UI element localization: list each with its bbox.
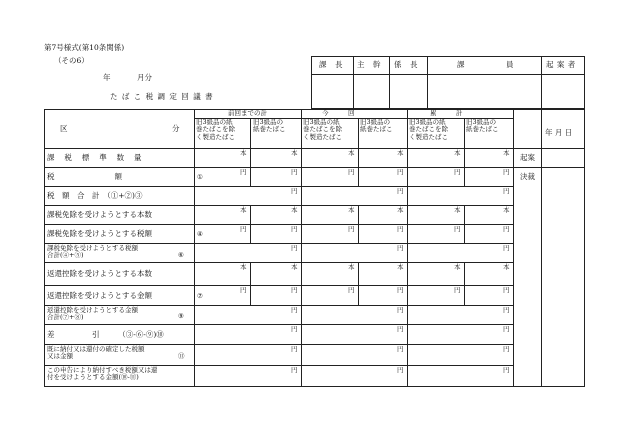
unit-en: 円 xyxy=(503,286,510,294)
unit-en: 円 xyxy=(503,306,510,314)
unit-hon: 本 xyxy=(348,206,355,214)
row-num-9: ⑨ xyxy=(178,312,184,320)
unit-hon: 本 xyxy=(397,149,404,157)
unit-en: 円 xyxy=(291,306,298,314)
approval-in: 員 xyxy=(506,60,514,69)
row-label-7: 返還控除を受けようとする本数 xyxy=(47,269,152,278)
form-title: た ば こ 税 調 定 回 議 書 xyxy=(110,92,214,101)
sub-header-3b: 旧3級品の 紙巻たばこ xyxy=(466,118,499,134)
unit-en: 円 xyxy=(503,325,510,333)
kessai-label: 決裁 xyxy=(520,172,535,181)
row-label-2: 税 額 xyxy=(47,172,122,181)
row-label-10: 差 引 （③-⑥-⑨)⑩ xyxy=(47,330,164,339)
sub-header-3a: 旧3級品の紙 巻たばこを除 く製造たばこ xyxy=(409,118,448,141)
approval-ka: 課 xyxy=(457,60,465,69)
form-sub-id: （その6） xyxy=(54,56,89,65)
unit-en: 円 xyxy=(397,244,404,252)
group-prev: 前回までの計 xyxy=(228,109,267,117)
sub-header-2b: 旧3級品の 紙巻たばこ xyxy=(360,118,393,134)
unit-en: 円 xyxy=(503,225,510,233)
unit-hon: 本 xyxy=(291,263,298,271)
row-label-12: この申告により納付すべき税額又は還 付を受けようとする金額(⑩-⑪) xyxy=(47,366,158,382)
unit-hon: 本 xyxy=(348,263,355,271)
unit-hon: 本 xyxy=(454,263,461,271)
form-id: 第7号様式(第10条関係) xyxy=(44,43,125,52)
unit-en: 円 xyxy=(454,168,461,176)
unit-hon: 本 xyxy=(240,149,247,157)
unit-hon: 本 xyxy=(348,149,355,157)
row-label-8: 返還控除を受けようとする金額 xyxy=(47,291,152,300)
row-num-11: ⑪ xyxy=(178,352,185,360)
unit-en: 円 xyxy=(348,286,355,294)
unit-en: 円 xyxy=(397,225,404,233)
row-num-6: ⑥ xyxy=(178,251,184,259)
row-label-4: 課税免除を受けようとする本数 xyxy=(47,210,152,219)
row-num-2: ① xyxy=(197,173,203,181)
row-label-11: 既に納付又は還付の確定した税額 又は金額 xyxy=(47,345,145,361)
unit-hon: 本 xyxy=(291,149,298,157)
col-kubun: 区 xyxy=(60,124,68,133)
unit-en: 円 xyxy=(397,366,404,374)
unit-en: 円 xyxy=(291,244,298,252)
row-label-3: 税 額 合 計 （①+②)③ xyxy=(47,191,143,200)
unit-hon: 本 xyxy=(503,206,510,214)
unit-hon: 本 xyxy=(291,206,298,214)
col-bun: 分 xyxy=(172,124,180,133)
unit-en: 円 xyxy=(397,325,404,333)
unit-en: 円 xyxy=(397,345,404,353)
unit-en: 円 xyxy=(503,366,510,374)
unit-hon: 本 xyxy=(240,206,247,214)
unit-hon: 本 xyxy=(397,206,404,214)
unit-en: 円 xyxy=(503,187,510,195)
approval-shukan: 主 幹 xyxy=(357,60,381,69)
approval-kakaricho: 係 長 xyxy=(394,60,418,69)
row-num-8: ⑦ xyxy=(197,292,203,300)
unit-hon: 本 xyxy=(454,149,461,157)
unit-en: 円 xyxy=(454,225,461,233)
unit-en: 円 xyxy=(397,286,404,294)
row-num-5: ④ xyxy=(197,230,203,238)
unit-en: 円 xyxy=(397,306,404,314)
row-label-9: 返還控除を受けようとする金額 合計(⑦+⑧) xyxy=(47,306,138,322)
period-month: 月分 xyxy=(137,73,152,82)
kian-label: 起案 xyxy=(520,153,535,162)
unit-en: 円 xyxy=(291,286,298,294)
unit-hon: 本 xyxy=(240,263,247,271)
group-cumulative: 累 計 xyxy=(430,109,463,117)
unit-en: 円 xyxy=(503,168,510,176)
sub-header-1b: 旧3級品の 紙巻たばこ xyxy=(253,118,286,134)
unit-en: 円 xyxy=(240,286,247,294)
unit-en: 円 xyxy=(291,345,298,353)
unit-hon: 本 xyxy=(454,206,461,214)
unit-hon: 本 xyxy=(503,149,510,157)
unit-en: 円 xyxy=(291,366,298,374)
approval-kacho: 課 長 xyxy=(319,60,343,69)
unit-en: 円 xyxy=(397,168,404,176)
group-current: 今 回 xyxy=(322,109,355,117)
unit-en: 円 xyxy=(503,345,510,353)
unit-en: 円 xyxy=(240,225,247,233)
unit-en: 円 xyxy=(291,168,298,176)
row-label-1: 課 税 標 準 数 量 xyxy=(47,153,143,162)
sub-header-2a: 旧3級品の紙 巻たばこを除 く製造たばこ xyxy=(303,118,342,141)
unit-en: 円 xyxy=(348,225,355,233)
unit-en: 円 xyxy=(348,168,355,176)
unit-en: 円 xyxy=(397,187,404,195)
unit-en: 円 xyxy=(454,286,461,294)
unit-hon: 本 xyxy=(503,263,510,271)
unit-en: 円 xyxy=(503,244,510,252)
unit-hon: 本 xyxy=(397,263,404,271)
unit-en: 円 xyxy=(291,187,298,195)
unit-en: 円 xyxy=(291,325,298,333)
unit-en: 円 xyxy=(291,225,298,233)
row-label-6: 課税免除を受けようとする税額 合計(④+⑤) xyxy=(47,244,138,260)
sub-header-1a: 旧3級品の紙 巻たばこを除 く製造たばこ xyxy=(196,118,235,141)
approval-kiansha: 起 案 者 xyxy=(546,60,576,69)
right-date: 年 月 日 xyxy=(545,128,573,137)
period-year: 年 xyxy=(103,73,111,82)
unit-en: 円 xyxy=(240,168,247,176)
row-label-5: 課税免除を受けようとする税額 xyxy=(47,229,152,238)
